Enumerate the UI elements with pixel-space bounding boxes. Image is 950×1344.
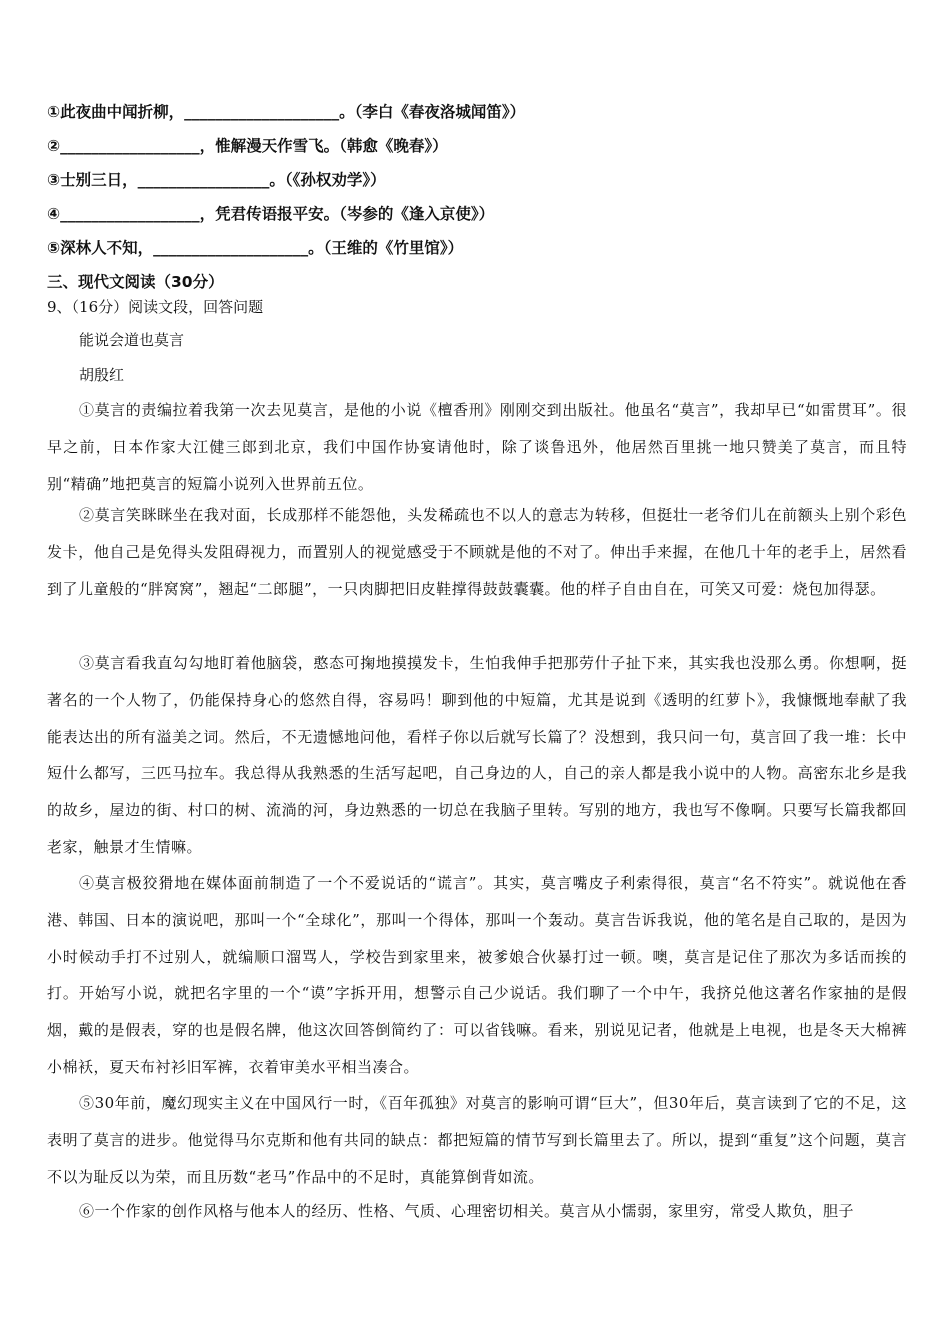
fill-blank[interactable]: ____________________ xyxy=(184,103,340,121)
poem-line-2 xyxy=(47,136,448,156)
poem-line-3 xyxy=(47,170,386,190)
poem-number: ① xyxy=(47,103,61,121)
poem-number: ④ xyxy=(47,205,61,223)
fill-blank[interactable]: _________________ xyxy=(137,171,270,189)
poem-text-after: ，惟解漫天作雪飞。（韩愈《晚春》） xyxy=(199,137,448,155)
article-title: 能说会道也莫言 xyxy=(79,331,185,349)
question-prompt: 9、（16分）阅读文段，回答问题 xyxy=(47,298,264,316)
article-paragraph-3: ③莫言看我直勾勾地盯着他脑袋，憨态可掬地摸摸发卡，生怕我伸手把那劳什子扯下来，其实我也没那么勇。你想啊，挺著名的一个人物了，仍能保持身心的悠然自得，容易吗！聊到他的中短篇，尤其是说到《透明的红萝卜》，我慷慨地奉献了我能表达出的所有溢美之词。然后，不无遗憾地问他，看样子你以后就写长篇了？没想到，我只问一句，莫言回了我一堆：长中短什么都写，三匹马拉车。我总得从我熟悉的生活写起吧，自己身边的人，自己的亲人都是我小说中的人物。高密东北乡是我的故乡，屋边的街、村口的树、流淌的河，身边熟悉的一切总在我脑子里转。写别的地方，我也写不像啊。只要写长篇我都回老家，触景才生情嘛。 xyxy=(47,654,907,856)
poem-text-before: 士别三日， xyxy=(60,171,138,189)
article-paragraph-2: ②莫言笑眯眯坐在我对面，长成那样不能怨他，头发稀疏也不以人的意志为转移，但挺壮一老爷们儿在前额头上别个彩色发卡，他自己是免得头发阻碍视力，而置别人的视觉感受于不顾就是他的不对了。伸出手来握，在他几十年的老手上，居然看到了儿童般的“胖窝窝”，翘起“二郎腿”，一只肉脚把旧皮鞋撑得鼓鼓囊囊。他的样子自由自在，可笑又可爱：烧包加得瑟。 xyxy=(47,506,907,598)
poem-text-after: 。（王维的《竹里馆》） xyxy=(308,239,464,257)
fill-blank[interactable]: __________________ xyxy=(60,137,200,155)
poem-line-5 xyxy=(47,238,463,258)
article-paragraph-5: ⑤30年前，魔幻现实主义在中国风行一时，《百年孤独》对莫言的影响可谓“巨大”，但30年后，莫言读到了它的不足，这表明了莫言的进步。他觉得马尔克斯和他有共同的缺点：都把短篇的情节写到长篇里去了。所以，提到“重复”这个问题，莫言不以为耻反以为荣，而且历数“老马”作品中的不足时，真能算倒背如流。 xyxy=(47,1094,907,1186)
poem-line-1 xyxy=(47,102,525,122)
fill-blank[interactable]: __________________ xyxy=(60,205,200,223)
poem-number: ② xyxy=(47,137,61,155)
poem-number: ⑤ xyxy=(47,239,61,257)
fill-blank[interactable]: ____________________ xyxy=(153,239,309,257)
poem-number: ③ xyxy=(47,171,61,189)
poem-text-after: 。（《孙权劝学》） xyxy=(269,171,386,189)
poem-text-before: 深林人不知， xyxy=(60,239,154,257)
poem-text-after: ，凭君传语报平安。（岑参的《逢入京使》） xyxy=(199,205,495,223)
poem-text-after: 。（李白《春夜洛城闻笛》） xyxy=(339,103,526,121)
poem-line-4 xyxy=(47,204,494,224)
article-paragraph-4: ④莫言极狡猾地在媒体面前制造了一个不爱说话的“谎言”。其实，莫言嘴皮子利索得很，莫言“名不符实”。就说他在香港、韩国、日本的演说吧，那叫一个“全球化”，那叫一个得体，那叫一个轰动。莫言告诉我说，他的笔名是自己取的，是因为小时候动手打不过别人，就编顺口溜骂人，学校告到家里来，被爹娘合伙暴打过一顿。噢，莫言是记住了那次为多话而挨的打。开始写小说，就把名字里的一个“谟”字拆开用，想警示自己少说话。我们聊了一个中午，我挤兑他这著名作家抽的是假烟，戴的是假表，穿的也是假名牌，他这次回答倒简约了：可以省钱嘛。看来，别说见记者，他就是上电视，也是冬天大棉裤小棉袄，夏天布衬衫旧军裤，衣着审美水平相当凑合。 xyxy=(47,874,907,1076)
article-paragraph-1: ①莫言的责编拉着我第一次去见莫言，是他的小说《檀香刑》刚刚交到出版社。他虽名“莫言”，我却早已“如雷贯耳”。很早之前，日本作家大江健三郎到北京，我们中国作协宴请他时，除了谈鲁迅外，他居然百里挑一地只赞美了莫言，而且特别“精确”地把莫言的短篇小说列入世界前五位。 xyxy=(47,401,907,493)
article-paragraph-6: ⑥一个作家的创作风格与他本人的经历、性格、气质、心理密切相关。莫言从小懦弱，家里穷，常受人欺负，胆子 xyxy=(79,1202,855,1220)
poem-text-before: 此夜曲中闻折柳， xyxy=(60,103,185,121)
section-heading: 三、现代文阅读（30分） xyxy=(47,273,224,291)
article-author: 胡殷红 xyxy=(79,366,125,384)
